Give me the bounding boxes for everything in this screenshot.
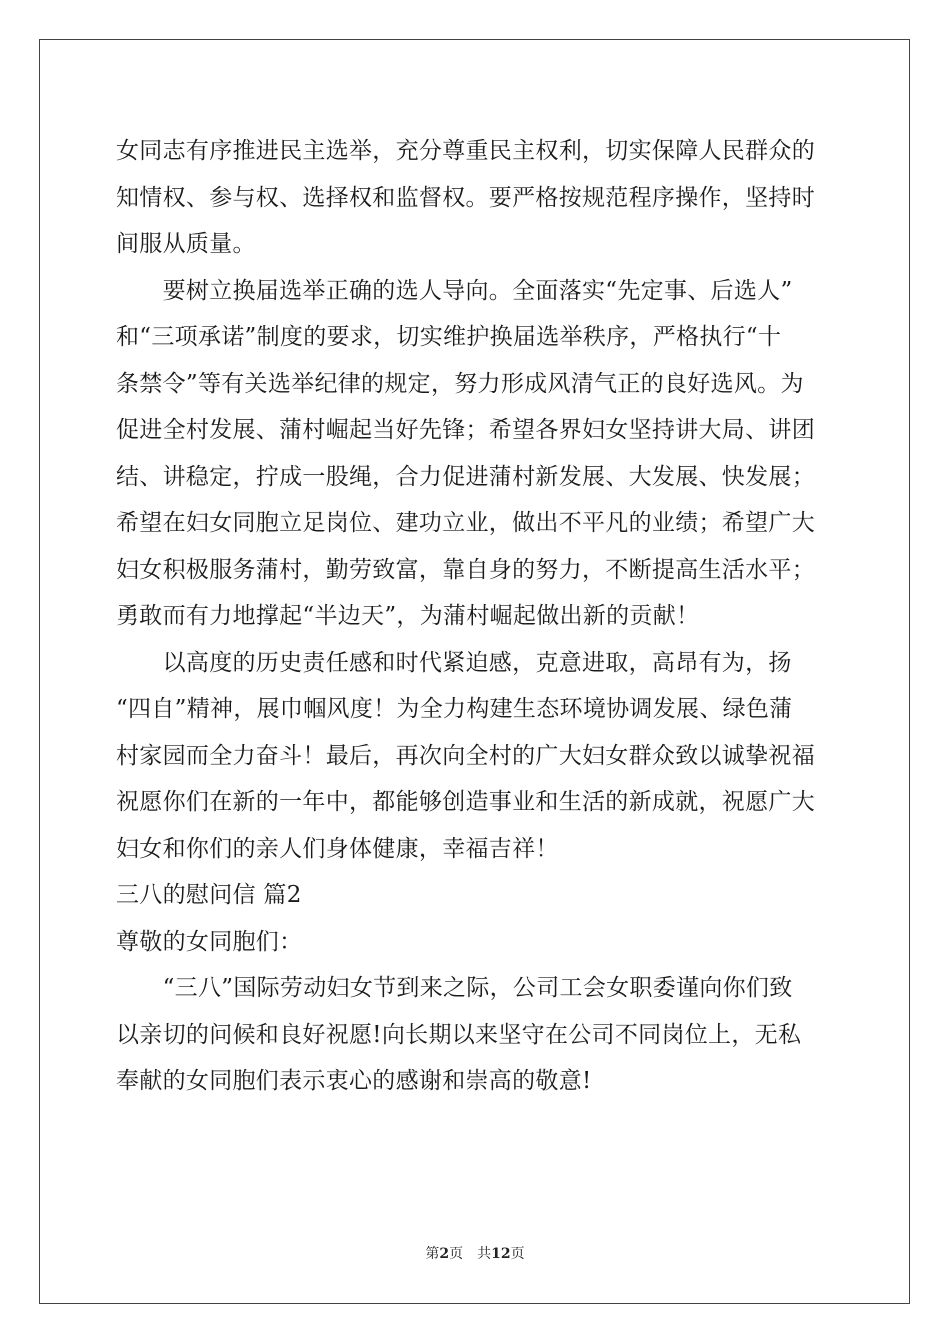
current-page-number: 2: [439, 1246, 450, 1262]
document-body: [116, 128, 836, 1105]
text-line: 以亲切的问候和良好祝愿!向长期以来坚守在公司不同岗位上，无私: [116, 1021, 802, 1048]
text-line: 要树立换届选举正确的选人导向。全面落实“先定事、后选人”: [116, 277, 793, 304]
salutation: 尊敬的女同胞们：: [116, 928, 303, 955]
text-line: 奉献的女同胞们表示衷心的感谢和崇高的敬意!: [116, 1068, 592, 1094]
footer-total-suffix: 页: [510, 1246, 525, 1262]
text-line: 村家园而全力奋斗！最后，再次向全村的广大妇女群众致以诚挚祝福: [116, 742, 815, 769]
text-line: 希望在妇女同胞立足岗位、建功立业，做出不平凡的业绩；希望广大: [116, 510, 815, 536]
text-line: 促进全村发展、蒲村崛起当好先锋；希望各界妇女坚持讲大局、讲团: [116, 417, 815, 443]
text-line: 结、讲稳定，拧成一股绳，合力促进蒲村新发展、大发展、快发展；: [116, 463, 815, 490]
total-page-count: 12: [491, 1246, 511, 1262]
text-line: 和“三项承诺”制度的要求，切实维护换届选举秩序，严格执行“十: [116, 324, 782, 350]
text-line: 祝愿你们在新的一年中，都能够创造事业和生活的新成就，祝愿广大: [116, 789, 815, 815]
text-line: 知情权、参与权、选择权和监督权。要严格按规范程序操作，坚持时: [116, 184, 815, 211]
text-line: 间服从质量。: [116, 231, 256, 257]
text-line: 勇敢而有力地撑起“半边天”，为蒲村崛起做出新的贡献！: [116, 603, 700, 629]
footer-prefix: 第: [425, 1246, 440, 1262]
text-line: 条禁令”等有关选举纪律的规定，努力形成风清气正的良好选风。为: [116, 370, 804, 397]
text-line: 妇女积极服务蒲村，勤劳致富，靠自身的努力，不断提高生活水平；: [116, 556, 815, 583]
page-number-footer: [0, 1243, 950, 1263]
text-line: 妇女和你们的亲人们身体健康，幸福吉祥！: [116, 835, 559, 862]
text-line: “三八”国际劳动妇女节到来之际，公司工会女职委谨向你们致: [116, 975, 793, 1001]
footer-page-word: 页: [449, 1246, 464, 1262]
text-line: 以高度的历史责任感和时代紧迫感，克意进取，高昂有为，扬: [116, 649, 792, 676]
text-line: 女同志有序推进民主选举，充分尊重民主权利，切实保障人民群众的: [116, 138, 815, 164]
text-line: “四自”精神，展巾帼风度！为全力构建生态环境协调发展、绿色蒲: [116, 696, 793, 722]
section-heading: 三八的慰问信 篇2: [116, 882, 302, 908]
footer-total-prefix: 共: [477, 1246, 492, 1262]
